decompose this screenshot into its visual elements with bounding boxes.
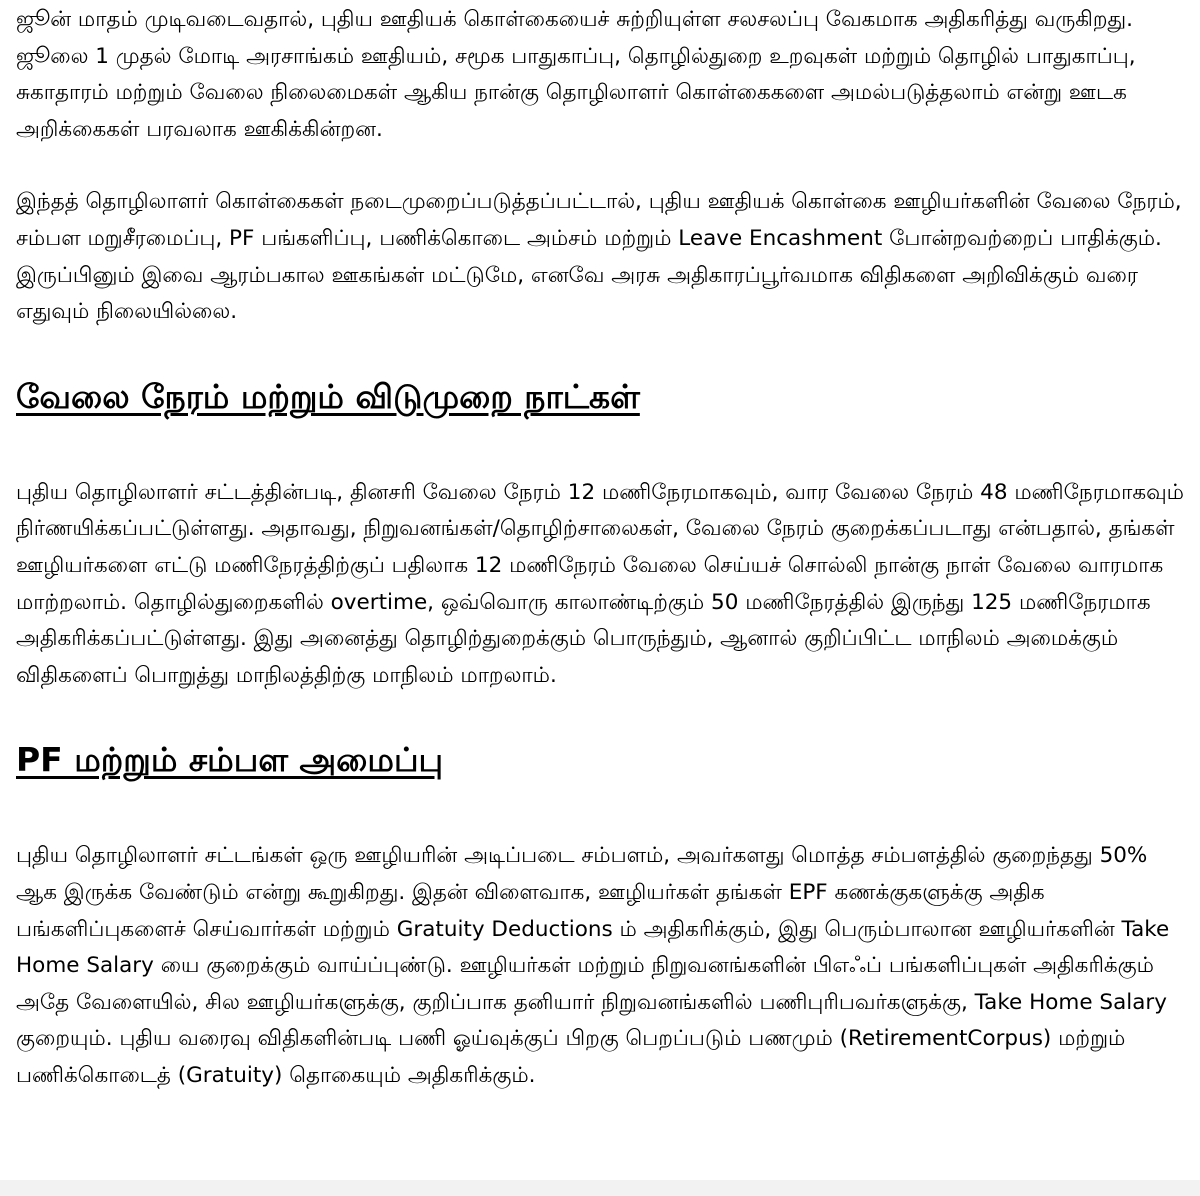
intro-paragraph-1: ஜூன் மாதம் முடிவடைவதால், புதிய ஊதியக் கொள்கையைச் சுற்றியுள்ள சலசலப்பு வேகமாக அதிகரித்து வருகிறது. ஜூலை 1 முதல் மோடி அரசாங்கம் ஊதியம், சமூக பாதுகாப்பு, தொழில்துறை உறவுகள் மற்றும் தொழில் பாதுகாப்பு, சுகாதாரம் மற்றும் வேலை நிலைமைகள் ஆகிய நான்கு தொழிலாளர் கொள்கைகளை அமல்படுத்தலாம் என்று ஊடக அறிக்கைகள் பரவலாக ஊகிக்கின்றன.: [16, 7, 1136, 142]
page-bottom-bar: [0, 1180, 1200, 1196]
section-paragraph-working-hours: புதிய தொழிலாளர் சட்டத்தின்படி, தினசரி வேலை நேரம் 12 மணிநேரமாகவும், வார வேலை நேரம் 48 மணிநேரமாகவும் நிர்ணயிக்கப்பட்டுள்ளது. அதாவது, நிறுவனங்கள்/தொழிற்சாலைகள், வேலை நேரம் குறைக்கப்படாது என்பதால், தங்கள் ஊழியர்களை எட்டு மணிநேரத்திற்குப் பதிலாக 12 மணிநேரம் வேலை செய்யச் சொல்லி நான்கு நாள் வேலை வாரமாக மாற்றலாம். தொழில்துறைகளில் overtime, ஒவ்வொரு காலாண்டிற்கும் 50 மணிநேரத்தில் இருந்து 125 மணிநேரமாக அதிகரிக்கப்பட்டுள்ளது. இது அனைத்து தொழிற்துறைக்கும் பொருந்தும், ஆனால் குறிப்பிட்ட மாநிலம் அமைக்கும் விதிகளைப் பொறுத்து மாநிலத்திற்கு மாநிலம் மாறலாம்.: [16, 479, 1184, 688]
intro-paragraph-2: இந்தத் தொழிலாளர் கொள்கைகள் நடைமுறைப்படுத்தப்பட்டால், புதிய ஊதியக் கொள்கை ஊழியர்களின் வேலை நேரம், சம்பள மறுசீரமைப்பு, PF பங்களிப்பு, பணிக்கொடை அம்சம் மற்றும் Leave Encashment போன்றவற்றைப் பாதிக்கும். இருப்பினும் இவை ஆரம்பகால ஊகங்கள் மட்டுமே, எனவே அரசு அதிகாரப்பூர்வமாக விதிகளை அறிவிக்கும் வரை எதுவும் நிலையில்லை.: [16, 189, 1182, 325]
section-heading-pf-salary: PF மற்றும் சம்பள அமைப்பு: [16, 740, 444, 780]
section-heading-working-hours: வேலை நேரம் மற்றும் விடுமுறை நாட்கள்: [16, 376, 640, 416]
section-paragraph-pf-salary: புதிய தொழிலாளர் சட்டங்கள் ஒரு ஊழியரின் அடிப்படை சம்பளம், அவர்களது மொத்த சம்பளத்தில் குறைந்தது 50% ஆக இருக்க வேண்டும் என்று கூறுகிறது. இதன் விளைவாக, ஊழியர்கள் தங்கள் EPF கணக்குகளுக்கு அதிக பங்களிப்புகளைச் செய்வார்கள் மற்றும் Gratuity Deductions ம் அதிகரிக்கும், இது பெரும்பாலான ஊழியர்களின் Take Home Salary யை குறைக்கும் வாய்ப்புண்டு. ஊழியர்கள் மற்றும் நிறுவனங்களின் பிஎஃப் பங்களிப்புகள் அதிகரிக்கும் அதே வேளையில், சில ஊழியர்களுக்கு, குறிப்பாக தனியார் நிறுவனங்களில் பணிபுரிபவர்களுக்கு, Take Home Salary குறையும். புதிய வரைவு விதிகளின்படி பணி ஓய்வுக்குப் பிறகு பெறப்படும் பணமும் (RetirementCorpus) மற்றும் பணிக்கொடைத் (Gratuity) தொகையும் அதிகரிக்கும்.: [16, 843, 1170, 1088]
